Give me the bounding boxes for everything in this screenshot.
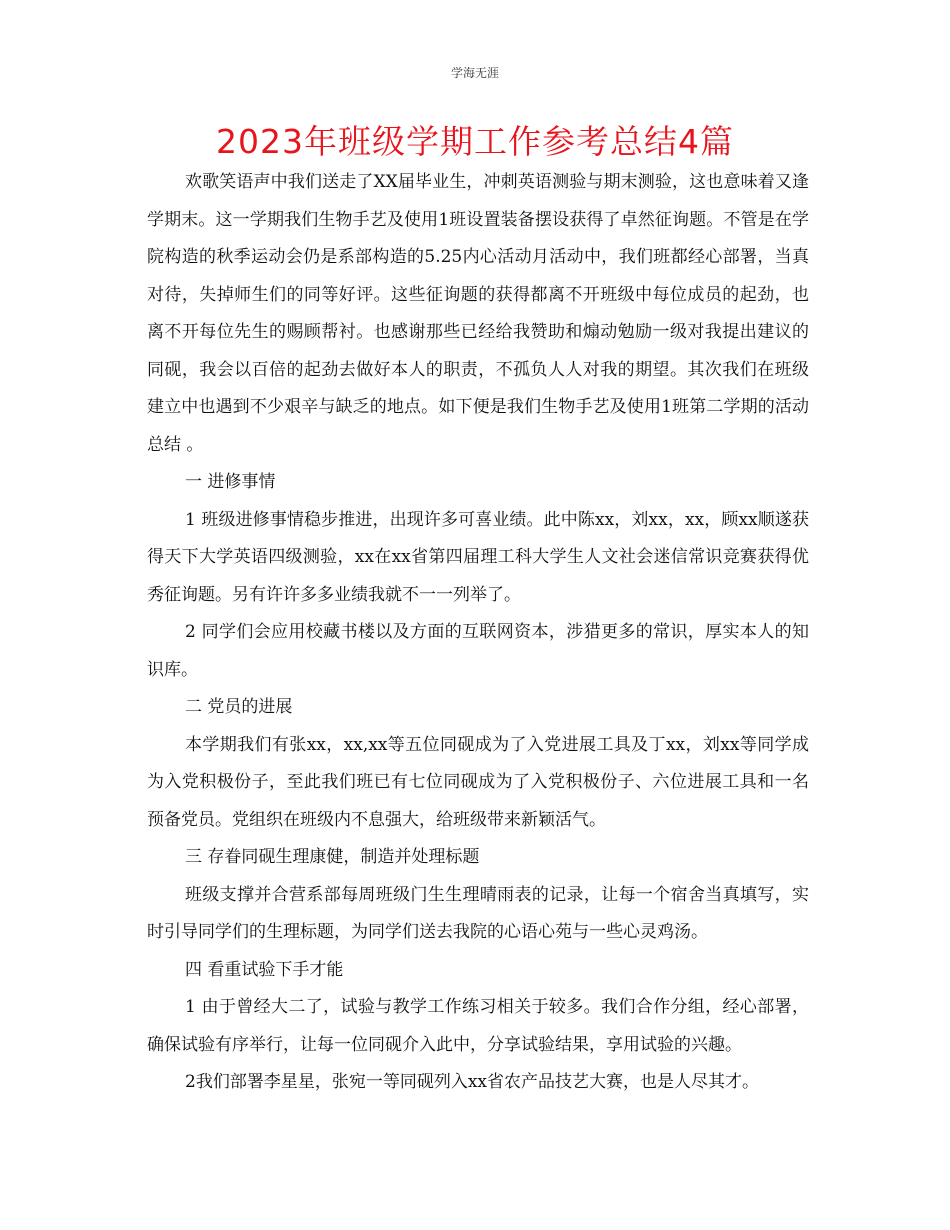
paragraph: 1 由于曾经大二了，试验与教学工作练习相关于较多。我们合作分组，经心部署，确保试验有序举行，让每一位同砚介入此中，分享试验结果，享用试验的兴趣。	[147, 997, 809, 1055]
paragraph: 2 同学们会应用校藏书楼以及方面的互联网资本，涉猎更多的常识，厚实本人的知识库。	[147, 622, 809, 680]
section-heading-party: 二 党员的进展	[185, 697, 293, 717]
section-heading-study: 一 进修事情	[185, 472, 276, 492]
page-header: 学海无涯	[450, 66, 499, 80]
paragraph: 班级支撑并合营系部每周班级门生生理晴雨表的记录，让每一个宿舍当真填写，实时引导同学们的生理标题，为同学们送去我院的心语心苑与一些心灵鸡汤。	[147, 884, 809, 942]
section-heading-health: 三 存眷同砚生理康健，制造并处理标题	[185, 847, 480, 867]
paragraph: 本学期我们有张xx，xx,xx等五位同砚成为了入党进展工具及丁xx，刘xx等同学成为入党积极份子，至此我们班已有七位同砚成为了入党积极份子、六位进展工具和一名预备党员。党组织在班级内不息强大，给班级带来新颖活气。	[147, 734, 809, 830]
paragraph: 2我们部署李星星，张宛一等同砚列入xx省农产品技艺大赛，也是人尽其才。	[185, 1072, 759, 1092]
document-body	[147, 164, 809, 1102]
document-title: 2023年班级学期工作参考总结4篇	[216, 122, 734, 161]
paragraph: 1 班级进修事情稳步推进，出现许多可喜业绩。此中陈xx，刘xx，xx，顾xx顺遂获得天下大学英语四级测验，xx在xx省第四届理工科大学生人文社会迷信常识竞赛获得优秀征询题。另有许许多多业绩我就不一一列举了。	[147, 509, 809, 605]
section-heading-practice: 四 看重试验下手才能	[185, 959, 344, 980]
intro-paragraph: 欢歌笑语声中我们送走了XX届毕业生，冲刺英语测验与期末测验，这也意味着又逢学期末。这一学期我们生物手艺及使用1班设置装备摆设获得了卓然征询题。不管是在学院构造的秋季运动会仍是系部构造的5.25内心活动月活动中，我们班都经心部署，当真对待，失掉师生们的同等好评。这些征询题的获得都离不开班级中每位成员的起劲，也离不开每位先生的赐顾帮衬。也感谢那些已经给我赞助和煽动勉励一级对我提出建议的同砚，我会以百倍的起劲去做好本人的职责，不孤负人人对我的期望。其次我们在班级建立中也遇到不少艰辛与缺乏的地点。如下便是我们生物手艺及使用1班第二学期的活动总结 。	[147, 172, 809, 455]
